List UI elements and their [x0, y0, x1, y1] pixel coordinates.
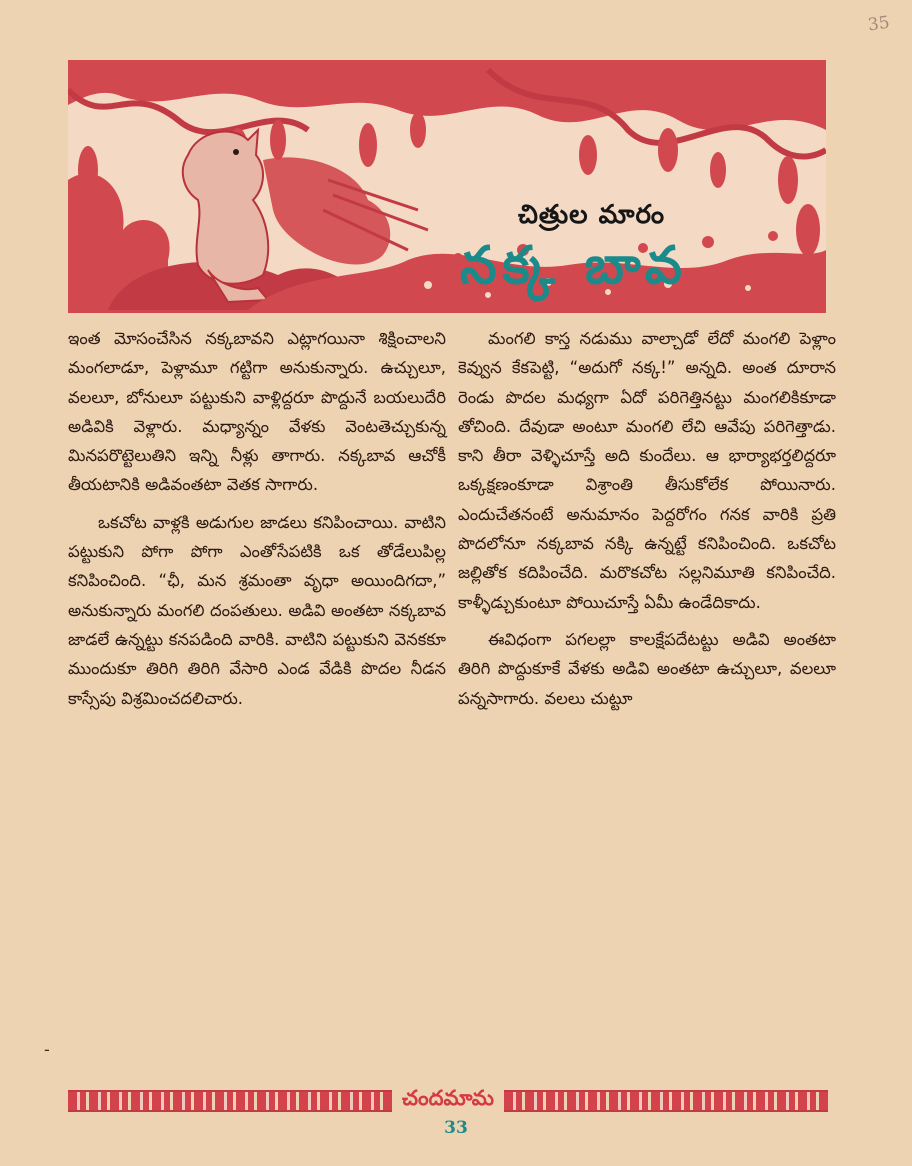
jungle-illustration — [68, 60, 826, 310]
title-banner — [68, 60, 826, 313]
article-left-column — [68, 324, 446, 721]
page-pencil-mark: 35 — [866, 12, 891, 36]
story-series-title: చిత్రుల మారం — [518, 200, 666, 230]
article-right-column — [458, 324, 836, 721]
story-title: నక్క బావ — [460, 236, 688, 296]
paragraph: మంగలి కాస్త నడుము వాల్చాడో లేదో మంగలి పెళ్లాం కెవ్వున కేకపెట్టి, “అదుగో నక్క!” అన్నది. అంత దూరాన రెండు పొదల మధ్యగా ఏదో పరిగెత్తినట్టు మంగలికికూడా తోచింది. దేవుడా అంటూ మంగలి లేచి ఆవేపు పరిగెత్తాడు. కాని తీరా వెళ్ళిచూస్తే అది కుందేలు. ఆ భార్యాభర్తలిద్దరూ ఒక్కక్షణంకూడా విశ్రాంతి తీసుకోలేక పోయినారు. ఎందుచేతనంటే అనుమానం పెద్దరోగం గనక వారికి ప్రతి పొదలోనూ నక్కబావ నక్కి ఉన్నట్టే కనిపించింది. ఒకచోట జల్లితోక కదిపించేది. మరొకచోట సల్లనిమూతి కనిపించేది. కాళ్ళీడ్చుకుంటూ పోయిచూస్తే ఏమీ ఉండేదికాదు. — [458, 329, 836, 612]
paragraph: ఈవిధంగా పగలల్లా కాలక్షేపదేటట్టు అడివి అంతటా తిరిగి పొద్దుకూకే వేళకు అడివి అంతటా ఉచ్చులూ, వలలూ పన్నసాగారు. వలలు చుట్టూ — [458, 629, 836, 708]
paragraph: ఒకచోట వాళ్లకి అడుగుల జాడలు కనిపించాయి. వాటిని పట్టుకుని పోగా పోగా ఎంతోసేపటికి ఒక తోడేలుపిల్ల కనిపించింది. “ఛీ, మన శ్రమంతా వృధా అయిందిగదా,” అనుకున్నారు మంగలి దంపతులు. అడివి అంతటా నక్కబావ జాడలే ఉన్నట్టు కనపడింది వారికి. వాటిని పట్టుకుని వెనకకూ ముందుకూ తిరిగి తిరిగి వేసారి ఎండ వేడికి పొదల నీడన కాస్సేపు విశ్రమించదలిచారు. — [68, 512, 446, 708]
paragraph: ఇంత మోసంచేసిన నక్కబావని ఎట్లాగయినా శిక్షించాలని మంగలాడూ, పెళ్లామూ గట్టిగా అనుకున్నారు. ఉచ్చులూ, వలలూ, బోనులూ పట్టుకుని వాళ్లిద్దరూ పొద్దునే బయలుదేరి అడివికి వెళ్లారు. మధ్యాన్నం వేళకు వెంటతెచ్చుకున్న మినపరొట్టెలుతిని ఇన్ని నీళ్లు తాగారు. నక్కబావ ఆచోకీ తీయటానికి అడివంతటా వెతక సాగారు. — [68, 329, 446, 495]
footer-border — [68, 1088, 828, 1114]
decorative-border-right — [504, 1090, 828, 1112]
decorative-border-left — [68, 1090, 392, 1112]
page-number: 33 — [444, 1118, 468, 1138]
magazine-name: చందమామ — [402, 1086, 494, 1110]
margin-mark: - — [44, 1040, 50, 1059]
